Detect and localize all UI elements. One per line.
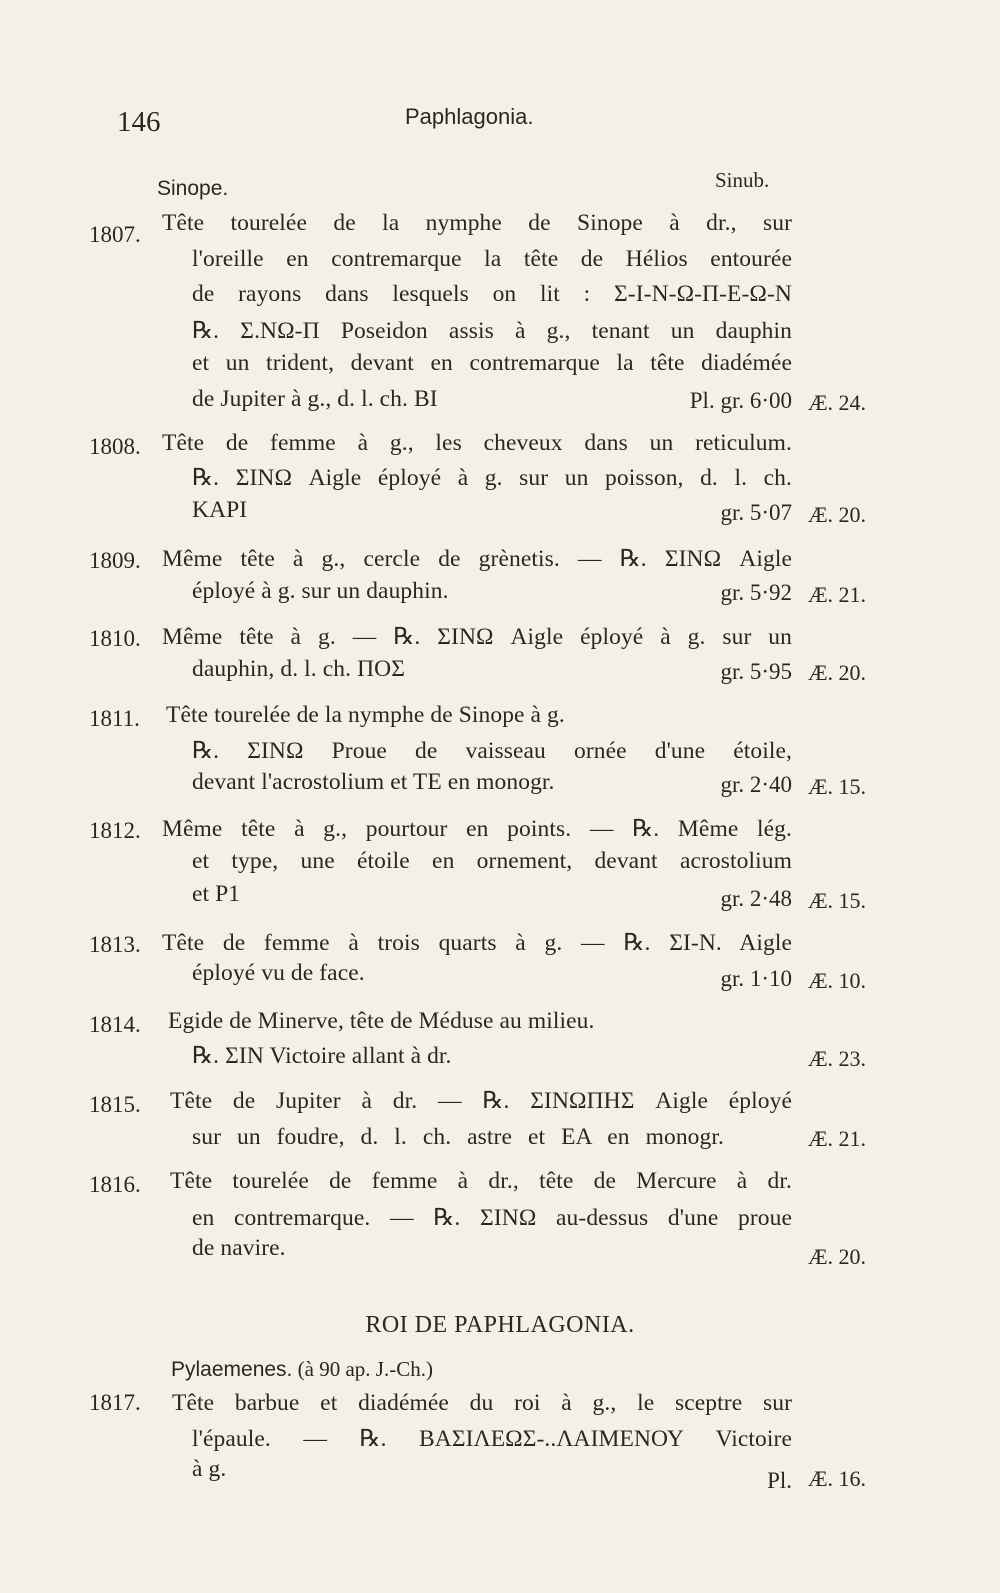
entry-line: Même tête à g. — ℞. ΣINΩ Aigle éployé à g. sur un <box>162 624 792 650</box>
section-modern-name: Sinub. <box>715 168 770 192</box>
entry-weight: gr. 2·40 <box>720 772 792 797</box>
entry-line: Egide de Minerve, tête de Méduse au milieu. <box>168 1008 595 1034</box>
entry-line: de rayons dans lesquels on lit : Σ-I-N-Ω-Π-E-Ω-N <box>192 281 792 307</box>
entry-line: Tête de femme à trois quarts à g. — ℞. ΣI-N. Aigle <box>162 930 792 956</box>
entry-number: 1808. <box>89 434 141 459</box>
running-title: Paphlagonia. <box>405 104 534 129</box>
entry-line: l'épaule. — ℞. ΒΑΣΙΛΕΩΣ-..ΛΑΙΜΕΝΟΥ Victoire <box>192 1426 792 1452</box>
entry-line: ℞. ΣIN Victoire allant à dr. <box>192 1043 452 1069</box>
entry-number: 1809. <box>89 548 141 573</box>
entry-metal-size: Æ. 21. <box>808 582 867 607</box>
ruler-title <box>171 1357 433 1382</box>
entry-line: et un trident, devant en contremarque la tête diadémée <box>192 350 792 376</box>
section-heading: ROI DE PAPHLAGONIA. <box>365 1312 635 1338</box>
entry-number: 1816. <box>89 1172 141 1197</box>
entry-metal-size: Æ. 20. <box>808 660 867 685</box>
entry-line: ℞. ΣINΩ Proue de vaisseau ornée d'une étoile, <box>192 738 792 764</box>
entry-line: Tête tourelée de femme à dr., tête de Mercure à dr. <box>170 1168 792 1194</box>
ruler-date: (à 90 ap. J.-Ch.) <box>297 1357 433 1381</box>
entry-number: 1817. <box>89 1390 141 1415</box>
entry-line: de navire. <box>192 1235 286 1261</box>
entry-line: Tête de femme à g., les cheveux dans un reticulum. <box>162 430 792 456</box>
entry-line: et P1 <box>192 881 241 907</box>
entry-weight: gr. 5·07 <box>720 500 792 525</box>
entry-number: 1812. <box>89 818 141 843</box>
entry-line: Tête barbue et diadémée du roi à g., le sceptre sur <box>172 1390 792 1416</box>
entry-line: Même tête à g., cercle de grènetis. — ℞. ΣINΩ Aigle <box>162 546 792 572</box>
entry-weight: Pl. gr. 6·00 <box>689 388 792 413</box>
ruler-name: Pylaemenes. <box>171 1358 293 1381</box>
entry-number: 1811. <box>89 706 140 731</box>
entry-metal-size: Æ. 23. <box>808 1046 867 1071</box>
entry-metal-size: Æ. 20. <box>808 1244 867 1269</box>
section-title: Sinope. <box>157 177 229 200</box>
entry-number: 1815. <box>89 1092 141 1117</box>
entry-number: 1814. <box>89 1012 141 1037</box>
entry-line: éployé vu de face. <box>192 960 365 986</box>
entry-weight: Pl. <box>767 1468 792 1493</box>
entry-number: 1807. <box>89 222 141 247</box>
entry-weight: gr. 2·48 <box>720 886 792 911</box>
entry-metal-size: Æ. 10. <box>808 968 867 993</box>
entry-line: ℞. Σ.NΩ-Π Poseidon assis à g., tenant un dauphin <box>192 318 792 344</box>
entry-line: KAPI <box>192 497 248 523</box>
entry-weight: gr. 5·95 <box>720 659 792 684</box>
entry-line: dauphin, d. l. ch. ΠΟΣ <box>192 656 405 682</box>
entry-line: Même tête à g., pourtour en points. — ℞. Même lég. <box>162 816 792 842</box>
entry-weight: gr. 1·10 <box>720 966 792 991</box>
entry-line: Tête de Jupiter à dr. — ℞. ΣINΩΠΗΣ Aigle éployé <box>170 1088 792 1114</box>
entry-line: Tête tourelée de la nymphe de Sinope à g. <box>166 702 565 728</box>
entry-line: de Jupiter à g., d. l. ch. BI <box>192 386 438 412</box>
entry-metal-size: Æ. 20. <box>808 502 867 527</box>
entry-line: à g. <box>192 1456 227 1482</box>
entry-line: Tête tourelée de la nymphe de Sinope à dr., sur <box>162 210 792 236</box>
entry-metal-size: Æ. 24. <box>808 390 867 415</box>
entry-line: éployé à g. sur un dauphin. <box>192 578 449 604</box>
entry-metal-size: Æ. 21. <box>808 1126 867 1151</box>
entry-number: 1810. <box>89 626 141 651</box>
entry-metal-size: Æ. 16. <box>808 1466 867 1491</box>
entry-line: sur un foudre, d. l. ch. astre et EA en monogr. <box>192 1124 724 1150</box>
page-number: 146 <box>117 106 161 138</box>
entry-metal-size: Æ. 15. <box>808 774 867 799</box>
entry-line: devant l'acrostolium et TE en monogr. <box>192 769 555 795</box>
entry-number: 1813. <box>89 932 141 957</box>
entry-line: l'oreille en contremarque la tête de Hélios entourée <box>192 246 792 272</box>
entry-metal-size: Æ. 15. <box>808 888 867 913</box>
entry-line: ℞. ΣINΩ Aigle éployé à g. sur un poisson, d. l. ch. <box>192 465 792 491</box>
entry-line: en contremarque. — ℞. ΣINΩ au-dessus d'une proue <box>192 1205 792 1231</box>
entry-weight: gr. 5·92 <box>720 580 792 605</box>
entry-line: et type, une étoile en ornement, devant acrostolium <box>192 848 792 874</box>
